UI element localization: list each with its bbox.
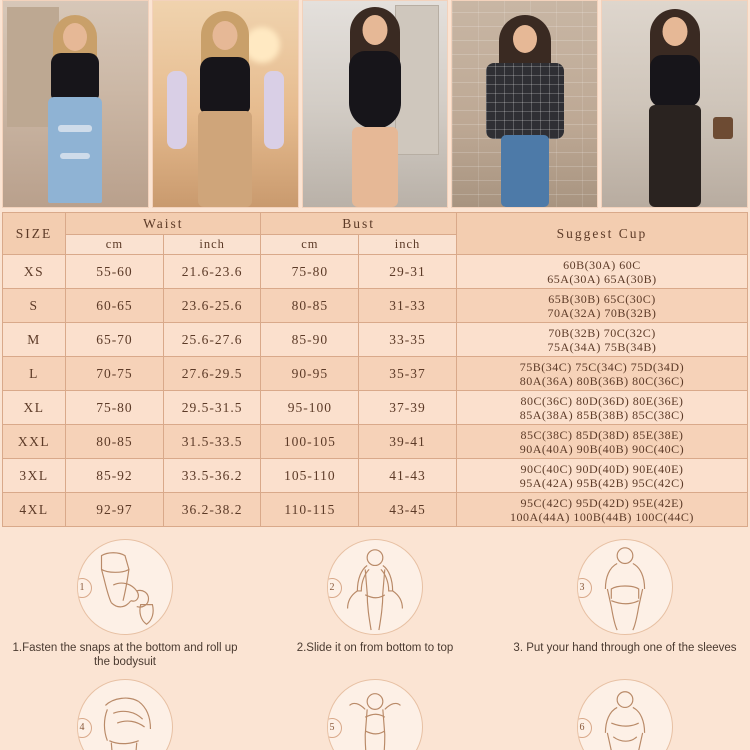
- photo-door: [395, 5, 439, 155]
- model-bodysuit-3: [349, 51, 401, 129]
- cell-waist-inch: 29.5-31.5: [163, 391, 261, 425]
- cell-waist-cm: 55-60: [66, 255, 164, 289]
- step-6: [500, 679, 750, 750]
- cell-cup: [456, 459, 747, 493]
- cell-waist-inch: 27.6-29.5: [163, 357, 261, 391]
- model-photo-3: [302, 0, 449, 208]
- cell-cup: [456, 391, 747, 425]
- cell-bust-cm: 100-105: [261, 425, 359, 459]
- pull-over-head-icon: [78, 680, 172, 750]
- model-head-5: [662, 17, 687, 46]
- cell-waist-inch: 31.5-33.5: [163, 425, 261, 459]
- table-row: [3, 357, 748, 391]
- model-top-1: [51, 53, 99, 99]
- cell-bust-inch: 35-37: [359, 357, 457, 391]
- cup-line-2: 65A(30A) 65A(30B): [547, 271, 657, 286]
- step-2: [250, 539, 500, 669]
- model-jeans-1: [48, 97, 102, 203]
- step-4-number: 4: [77, 718, 92, 738]
- cell-bust-inch: 39-41: [359, 425, 457, 459]
- step-5-illustration: [327, 679, 423, 750]
- model-photo-2: [152, 0, 299, 208]
- cell-waist-cm: 70-75: [66, 357, 164, 391]
- cell-waist-cm: 85-92: [66, 459, 164, 493]
- step-3-illustration: [577, 539, 673, 635]
- table-row: [3, 323, 748, 357]
- sleeve-arm-icon: [578, 540, 672, 634]
- table-row: [3, 459, 748, 493]
- header-suggest-cup: Suggest Cup: [456, 213, 747, 255]
- cup-line-2: 80A(36A) 80B(36B) 80C(36C): [519, 373, 685, 388]
- step-2-caption: 2.Slide it on from bottom to top: [296, 642, 454, 654]
- model-photo-1: [2, 0, 149, 208]
- cell-cup: [456, 323, 747, 357]
- cell-waist-cm: 65-70: [66, 323, 164, 357]
- cup-line-2: 90A(40A) 90B(40B) 90C(40C): [519, 441, 685, 456]
- header-waist-cm: cm: [66, 235, 164, 255]
- cell-size: XL: [3, 391, 66, 425]
- table-row: [3, 289, 748, 323]
- how-to-wear-section: [0, 527, 750, 750]
- cup-line-1: 70B(32B) 70C(32C): [548, 325, 656, 340]
- step-6-number: 6: [577, 718, 592, 738]
- cell-waist-inch: 21.6-23.6: [163, 255, 261, 289]
- slide-on-icon: [328, 540, 422, 634]
- step-6-illustration: [577, 679, 673, 750]
- cell-bust-cm: 95-100: [261, 391, 359, 425]
- cell-bust-cm: 75-80: [261, 255, 359, 289]
- cardigan-right-sleeve: [264, 71, 284, 149]
- cell-size: M: [3, 323, 66, 357]
- cell-size: XXL: [3, 425, 66, 459]
- header-bust-cm: cm: [261, 235, 359, 255]
- cell-bust-cm: 90-95: [261, 357, 359, 391]
- cell-waist-cm: 75-80: [66, 391, 164, 425]
- header-bust-inch: inch: [359, 235, 457, 255]
- cell-bust-inch: 29-31: [359, 255, 457, 289]
- table-row: [3, 391, 748, 425]
- cell-waist-cm: 80-85: [66, 425, 164, 459]
- header-bust: Bust: [261, 213, 456, 235]
- cell-waist-inch: 23.6-25.6: [163, 289, 261, 323]
- jeans-rip-lower: [60, 153, 90, 159]
- model-lower-2: [198, 111, 252, 207]
- cell-bust-inch: 43-45: [359, 493, 457, 527]
- model-leather-pants-5: [649, 105, 701, 207]
- cell-waist-inch: 36.2-38.2: [163, 493, 261, 527]
- step-1-caption: 1.Fasten the snaps at the bottom and roll up the bodysuit: [12, 642, 238, 668]
- cell-bust-cm: 85-90: [261, 323, 359, 357]
- table-row: [3, 493, 748, 527]
- step-3-caption: 3. Put your hand through one of the sleeves: [513, 642, 737, 654]
- cell-cup: [456, 289, 747, 323]
- cell-cup: [456, 357, 747, 391]
- cell-bust-inch: 37-39: [359, 391, 457, 425]
- cup-line-2: 70A(32A) 70B(32B): [547, 305, 657, 320]
- table-row: [3, 255, 748, 289]
- cup-line-1: 95C(42C) 95D(42D) 95E(42E): [520, 495, 684, 510]
- step-row-bottom: [0, 679, 750, 750]
- cell-cup: [456, 425, 747, 459]
- cell-bust-inch: 41-43: [359, 459, 457, 493]
- finished-bodysuit-icon: [578, 680, 672, 750]
- model-top-5: [650, 55, 700, 107]
- cup-line-1: 65B(30B) 65C(30C): [548, 291, 656, 306]
- step-1: [0, 539, 250, 669]
- jeans-rip-upper: [58, 125, 92, 132]
- header-waist-inch: inch: [163, 235, 261, 255]
- cell-size: 4XL: [3, 493, 66, 527]
- bodysuit-roll-icon: [78, 540, 172, 634]
- cup-line-2: 95A(42A) 95B(42B) 95C(42C): [519, 475, 685, 490]
- model-photo-4: [451, 0, 598, 208]
- cell-cup: [456, 493, 747, 527]
- step-1-number: 1: [77, 578, 92, 598]
- cell-bust-inch: 31-33: [359, 289, 457, 323]
- model-handbag: [713, 117, 733, 139]
- cup-line-1: 75B(34C) 75C(34C) 75D(34D): [519, 359, 685, 374]
- model-head-3: [362, 15, 387, 45]
- step-row-top: [0, 539, 750, 669]
- cup-line-2: 75A(34A) 75B(34B): [547, 339, 657, 354]
- cardigan-left-sleeve: [167, 71, 187, 149]
- cell-size: 3XL: [3, 459, 66, 493]
- step-3: [500, 539, 750, 669]
- model-head-2: [213, 21, 238, 50]
- cup-line-2: 100A(44A) 100B(44B) 100C(44C): [510, 509, 694, 524]
- model-head-1: [63, 23, 87, 51]
- cup-line-1: 90C(40C) 90D(40D) 90E(40E): [520, 461, 684, 476]
- size-chart-table: [2, 212, 748, 527]
- model-photo-strip: [0, 0, 750, 210]
- model-legs-3: [352, 127, 398, 207]
- cell-waist-cm: 60-65: [66, 289, 164, 323]
- step-4-illustration: [77, 679, 173, 750]
- size-chart-table-wrap: [2, 212, 748, 527]
- table-row: [3, 425, 748, 459]
- table-body: [3, 255, 748, 527]
- step-4: [0, 679, 250, 750]
- model-jeans-4: [501, 135, 549, 207]
- step-2-number: 2: [327, 578, 342, 598]
- cup-line-1: 60B(30A) 60C: [563, 257, 641, 272]
- model-photo-5: [601, 0, 748, 208]
- cup-line-1: 80C(36C) 80D(36D) 80E(36E): [520, 393, 684, 408]
- cell-bust-inch: 33-35: [359, 323, 457, 357]
- cell-size: L: [3, 357, 66, 391]
- cell-size: XS: [3, 255, 66, 289]
- cell-bust-cm: 80-85: [261, 289, 359, 323]
- step-5-number: 5: [327, 718, 342, 738]
- step-1-illustration: [77, 539, 173, 635]
- cell-bust-cm: 110-115: [261, 493, 359, 527]
- header-size: SIZE: [3, 213, 66, 255]
- cup-line-2: 85A(38A) 85B(38B) 85C(38C): [519, 407, 685, 422]
- cell-bust-cm: 105-110: [261, 459, 359, 493]
- model-head-4: [513, 25, 537, 53]
- step-3-number: 3: [577, 578, 592, 598]
- adjust-straps-icon: [328, 680, 422, 750]
- cup-line-1: 85C(38C) 85D(38D) 85E(38E): [520, 427, 684, 442]
- model-bodysuit-2: [200, 57, 250, 113]
- header-waist: Waist: [66, 213, 261, 235]
- table-header-row-main: [3, 213, 748, 235]
- model-plaid-jacket: [486, 63, 564, 139]
- cell-waist-inch: 33.5-36.2: [163, 459, 261, 493]
- cell-waist-cm: 92-97: [66, 493, 164, 527]
- cell-cup: [456, 255, 747, 289]
- cell-size: S: [3, 289, 66, 323]
- cell-waist-inch: 25.6-27.6: [163, 323, 261, 357]
- step-2-illustration: [327, 539, 423, 635]
- step-5: [250, 679, 500, 750]
